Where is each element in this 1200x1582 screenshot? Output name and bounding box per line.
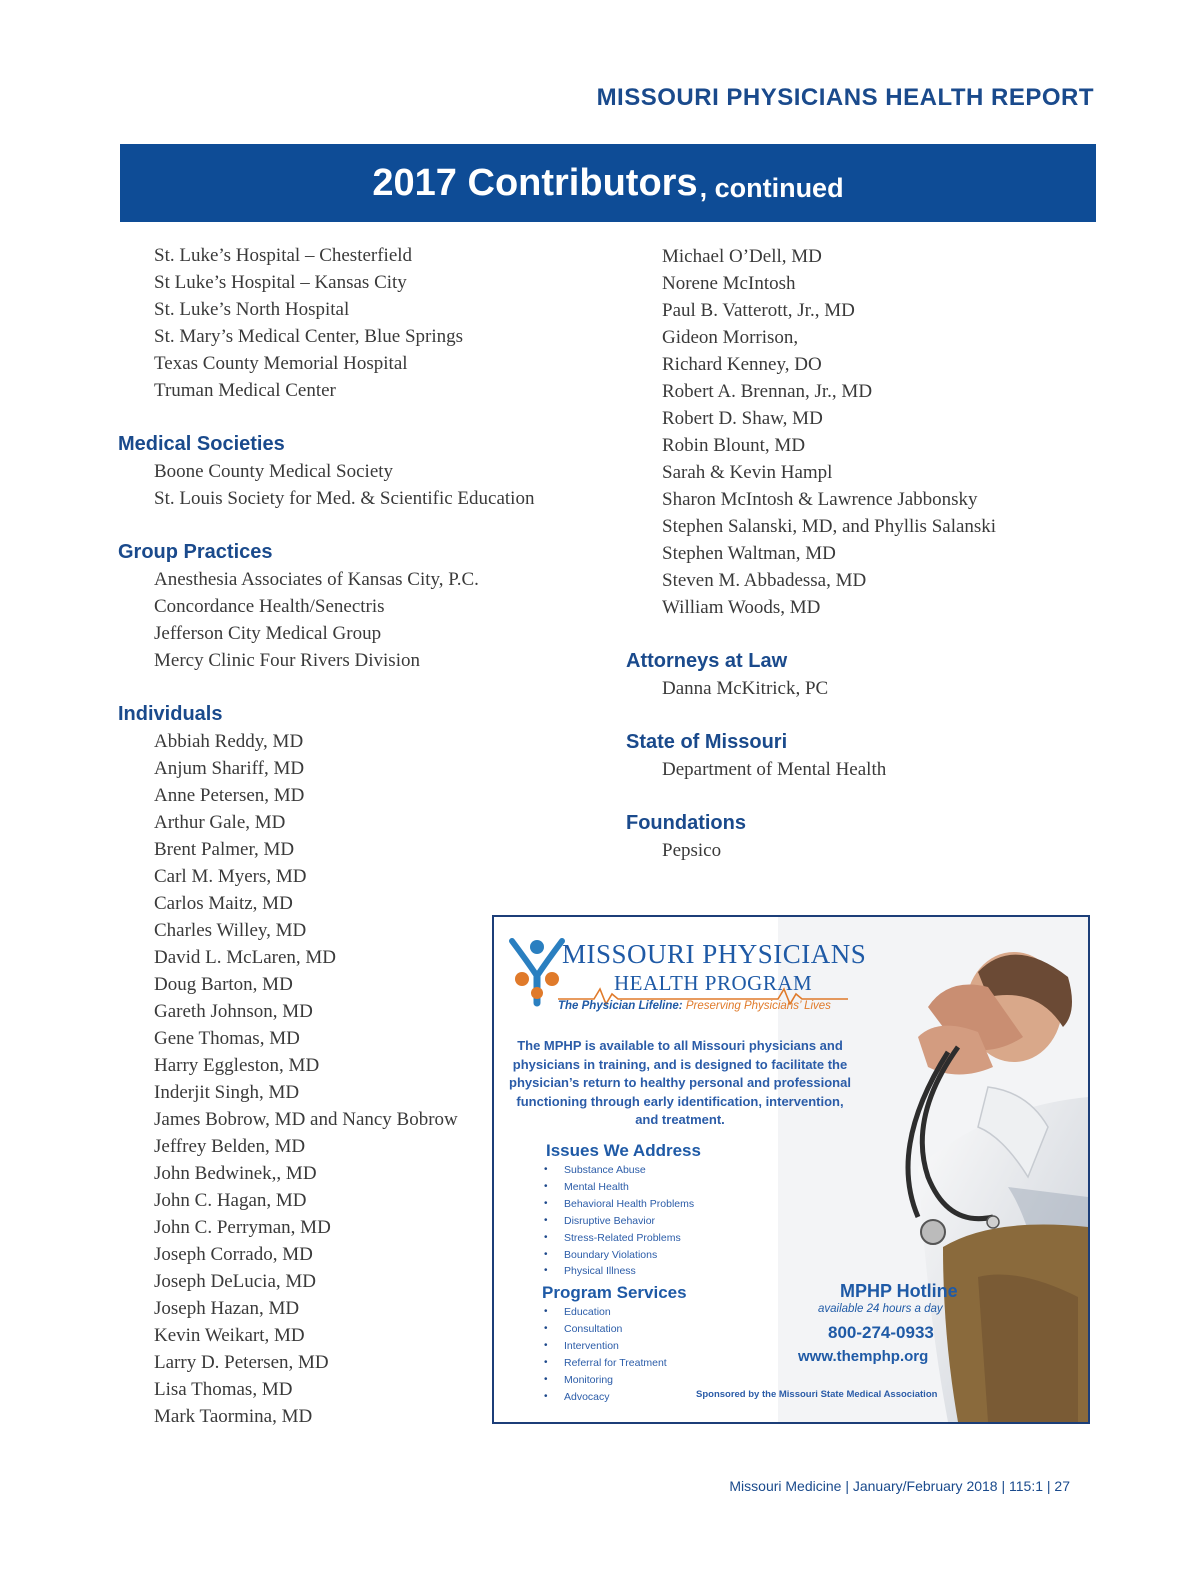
state-list xyxy=(626,756,1106,783)
services-heading: Program Services xyxy=(542,1283,687,1302)
list-item: John C. Perryman, MD xyxy=(154,1217,331,1238)
banner-suffix: , continued xyxy=(699,172,844,203)
ad-description: The MPHP is available to all Missouri physicians and physicians in training, and is designed to facilitate the physician’s return to healthy personal and professional functioning through early identification, intervention, and treatment. xyxy=(509,1038,851,1127)
list-item: Harry Eggleston, MD xyxy=(154,1055,320,1076)
list-item: Anesthesia Associates of Kansas City, P.C. xyxy=(154,569,479,590)
list-item: Lisa Thomas, MD xyxy=(154,1379,293,1400)
list-item: Pepsico xyxy=(662,840,722,861)
ad-list-item-text: Referral for Treatment xyxy=(564,1356,667,1369)
bullet-icon: • xyxy=(544,1164,548,1175)
list-item: St. Louis Society for Med. & Scientific Education xyxy=(154,488,535,509)
ad-list-item xyxy=(540,1179,694,1196)
hospitals-list xyxy=(118,242,598,404)
bullet-icon: • xyxy=(544,1231,548,1243)
ad-list-item xyxy=(540,1162,694,1179)
list-item: Joseph Corrado, MD xyxy=(154,1244,313,1265)
hotline-website: www.themphp.org xyxy=(798,1348,929,1365)
ad-list-item xyxy=(540,1213,694,1230)
ad-list-item xyxy=(540,1355,667,1372)
banner-title: 2017 Contributors xyxy=(372,161,698,204)
list-item: Larry D. Petersen, MD xyxy=(154,1352,329,1373)
list-item: Boone County Medical Society xyxy=(154,461,394,482)
bullet-icon: • xyxy=(544,1306,548,1317)
list-item: Doug Barton, MD xyxy=(154,974,293,995)
list-item: Concordance Health/Senectris xyxy=(154,596,385,617)
ad-list-item xyxy=(540,1263,694,1280)
list-item: Norene McIntosh xyxy=(662,273,796,294)
ad-sponsor-line: Sponsored by the Missouri State Medical Association xyxy=(696,1389,938,1400)
group-practices-list xyxy=(118,566,598,674)
ad-list-item-text: Intervention xyxy=(564,1339,619,1352)
list-item: Arthur Gale, MD xyxy=(154,812,286,833)
hotline-title: MPHP Hotline xyxy=(840,1281,958,1301)
section-heading-group-practices: Group Practices xyxy=(118,541,273,563)
list-item: Joseph DeLucia, MD xyxy=(154,1271,316,1292)
individuals-continued-list xyxy=(626,243,1106,621)
attorneys-list xyxy=(626,675,1106,702)
list-item: Danna McKitrick, PC xyxy=(662,678,829,699)
right-column xyxy=(626,243,1106,864)
bullet-icon: • xyxy=(544,1265,548,1277)
list-item: John C. Hagan, MD xyxy=(154,1190,307,1211)
ad-list-item xyxy=(540,1196,694,1213)
list-item: Joseph Hazan, MD xyxy=(154,1298,300,1319)
bullet-icon: • xyxy=(544,1356,548,1368)
bullet-icon: • xyxy=(544,1339,548,1351)
section-banner xyxy=(120,144,1096,222)
list-item: Charles Willey, MD xyxy=(154,920,307,941)
foundations-list xyxy=(626,837,1106,864)
bullet-icon: • xyxy=(544,1214,548,1226)
issues-heading: Issues We Address xyxy=(546,1141,701,1160)
list-item: Inderjit Singh, MD xyxy=(154,1082,300,1103)
ad-list-item-text: Disruptive Behavior xyxy=(564,1214,656,1227)
bullet-icon: • xyxy=(544,1373,548,1385)
ad-list-item-text: Education xyxy=(564,1306,611,1318)
ad-list-item-text: Boundary Violations xyxy=(564,1248,658,1261)
list-item: Michael O’Dell, MD xyxy=(662,246,822,267)
bullet-icon: • xyxy=(544,1248,548,1260)
list-item: Mercy Clinic Four Rivers Division xyxy=(154,650,420,671)
section-heading-attorneys: Attorneys at Law xyxy=(626,650,788,672)
list-item: Richard Kenney, DO xyxy=(662,354,822,375)
list-item: Anne Petersen, MD xyxy=(154,785,305,806)
list-item: Stephen Salanski, MD, and Phyllis Salanski xyxy=(662,516,997,537)
list-item: Sarah & Kevin Hampl xyxy=(662,462,833,483)
ad-list-item-text: Behavioral Health Problems xyxy=(564,1197,695,1210)
ad-list-item-text: Substance Abuse xyxy=(564,1164,646,1176)
list-item: Mark Taormina, MD xyxy=(154,1406,313,1427)
page-footer: Missouri Medicine | January/February 2018 | 115:1 | 27 xyxy=(729,1478,1070,1494)
ad-list-item-text: Physical Illness xyxy=(564,1265,636,1278)
ad-tagline-rest: Preserving Physicians’ Lives xyxy=(682,1000,831,1012)
list-item: James Bobrow, MD and Nancy Bobrow xyxy=(154,1109,458,1130)
bullet-icon: • xyxy=(544,1390,548,1402)
list-item: Gene Thomas, MD xyxy=(154,1028,300,1049)
list-item: John Bedwinek,, MD xyxy=(154,1163,317,1184)
list-item: Anjum Shariff, MD xyxy=(154,758,305,779)
list-item: Jeffrey Belden, MD xyxy=(154,1136,306,1157)
ad-list-item xyxy=(540,1389,667,1406)
list-item: William Woods, MD xyxy=(662,597,821,618)
list-item: Jefferson City Medical Group xyxy=(154,623,382,644)
ad-title-line-1: MISSOURI PHYSICIANS xyxy=(562,939,867,969)
ad-list-item xyxy=(540,1304,667,1321)
list-item: Abbiah Reddy, MD xyxy=(154,731,304,752)
mphp-advertisement xyxy=(492,915,1090,1424)
list-item: St Luke’s Hospital – Kansas City xyxy=(154,272,407,293)
ad-list-item xyxy=(540,1338,667,1355)
hotline-availability: available 24 hours a day xyxy=(818,1303,943,1315)
ad-list-item-text: Mental Health xyxy=(564,1180,629,1193)
list-item: Paul B. Vatterott, Jr., MD xyxy=(662,300,855,321)
list-item: Robert A. Brennan, Jr., MD xyxy=(662,381,873,402)
section-heading-individuals: Individuals xyxy=(118,703,223,725)
ad-list-item xyxy=(540,1321,667,1338)
section-heading-medical-societies: Medical Societies xyxy=(118,433,285,455)
list-item: St. Luke’s North Hospital xyxy=(154,299,350,320)
list-item: Sharon McIntosh & Lawrence Jabbonsky xyxy=(662,489,978,510)
ad-list-item-text: Consultation xyxy=(564,1322,623,1335)
issues-list xyxy=(540,1162,694,1280)
list-item: Kevin Weikart, MD xyxy=(154,1325,305,1346)
bullet-icon: • xyxy=(544,1180,548,1192)
list-item: Brent Palmer, MD xyxy=(154,839,295,860)
list-item: Texas County Memorial Hospital xyxy=(154,353,408,374)
ad-list-item-text: Monitoring xyxy=(564,1373,614,1386)
hotline-phone: 800-274-0933 xyxy=(828,1323,934,1342)
list-item: Carl M. Myers, MD xyxy=(154,866,307,887)
ad-list-item-text: Advocacy xyxy=(564,1390,610,1403)
ad-list-item xyxy=(540,1230,694,1247)
running-title: MISSOURI PHYSICIANS HEALTH REPORT xyxy=(596,84,1094,111)
ad-list-item-text: Stress-Related Problems xyxy=(564,1231,681,1244)
ad-list-item xyxy=(540,1372,667,1389)
list-item: Robert D. Shaw, MD xyxy=(662,408,823,429)
bullet-icon: • xyxy=(544,1197,548,1209)
ad-title-line-2: HEALTH PROGRAM xyxy=(614,971,813,995)
list-item: St. Mary’s Medical Center, Blue Springs xyxy=(154,326,464,347)
list-item: Department of Mental Health xyxy=(662,759,887,780)
list-item: Truman Medical Center xyxy=(154,380,336,401)
list-item: Steven M. Abbadessa, MD xyxy=(662,570,867,591)
bullet-icon: • xyxy=(544,1322,548,1334)
section-heading-foundations: Foundations xyxy=(626,812,746,834)
list-item: Stephen Waltman, MD xyxy=(662,543,836,564)
medical-societies-list xyxy=(118,458,598,512)
ad-list-item xyxy=(540,1247,694,1264)
list-item: Robin Blount, MD xyxy=(662,435,806,456)
ad-tagline-strong: The Physician Lifeline: xyxy=(558,1000,683,1012)
services-list xyxy=(540,1304,667,1405)
list-item: Gideon Morrison, xyxy=(662,327,799,348)
section-heading-state: State of Missouri xyxy=(626,731,788,753)
list-item: Carlos Maitz, MD xyxy=(154,893,293,914)
list-item: St. Luke’s Hospital – Chesterfield xyxy=(154,245,413,266)
list-item: David L. McLaren, MD xyxy=(154,947,337,968)
list-item: Gareth Johnson, MD xyxy=(154,1001,313,1022)
ad-tagline xyxy=(558,1000,831,1012)
